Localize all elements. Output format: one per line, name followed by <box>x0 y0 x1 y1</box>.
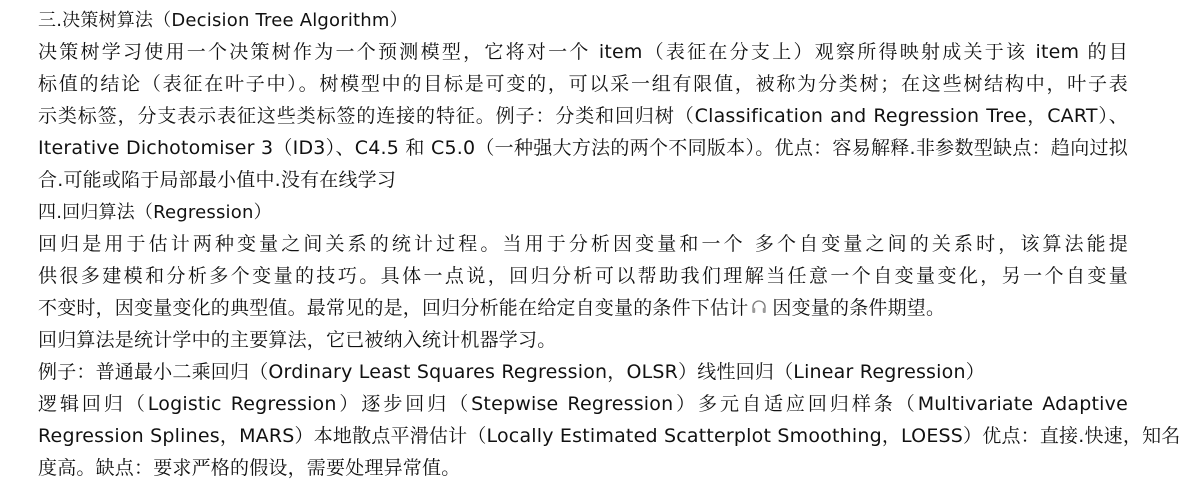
section-heading-decision-tree: 三.决策树算法（Decision Tree Algorithm） <box>38 10 408 31</box>
paragraph-line: Regression Splines，MARS）本地散点平滑估计（Locally Estimated Scatterplot Smoothing，LOESS）优点：直接.快速，知名 <box>38 425 1181 447</box>
paragraph-line-with-icon <box>38 292 1138 324</box>
paragraph-line: 合.可能或陷于局部最小值中.没有在线学习 <box>38 169 397 191</box>
paragraph-line: 标值的结论（表征在叶子中）。树模型中的目标是可变的，可以采一组有限值，被称为分类树；在这些树结构中，叶子表 <box>38 73 1128 95</box>
paragraph-line: 供很多建模和分析多个变量的技巧。具体一点说，回归分析可以帮助我们理解当任意一个自变量变化，另一个自变量 <box>38 265 1128 287</box>
paragraph-line: 示类标签，分支表示表征这些类标签的连接的特征。例子：分类和回归树（Classification and Regression Tree，CART）、 <box>38 105 1128 127</box>
paragraph-line: Iterative Dichotomiser 3（ID3）、C4.5 和 C5.0（一种强大方法的两个不同版本）。优点：容易解释.非参数型缺点：趋向过拟 <box>38 137 1128 159</box>
paragraph-line: 回归算法是统计学中的主要算法，它已被纳入统计机器学习。 <box>38 329 557 351</box>
section-heading-regression: 四.回归算法（Regression） <box>38 202 272 223</box>
document-page <box>38 6 1181 484</box>
paragraph-line: 度高。缺点：要求严格的假设，需要处理异常值。 <box>38 457 461 479</box>
paragraph-line: 逻辑回归（Logistic Regression）逐步回归（Stepwise Regression）多元自适应回归样条（Multivariate Adaptive <box>38 393 1128 415</box>
headphones-icon <box>750 298 768 316</box>
paragraph-line: 决策树学习使用一个决策树作为一个预测模型，它将对一个 item（表征在分支上）观察所得映射成关于该 item 的目 <box>38 41 1128 63</box>
paragraph-text: 不变时，因变量变化的典型值。最常见的是，回归分析能在给定自变量的条件下估计 <box>38 297 749 319</box>
paragraph-line: 回归是用于估计两种变量之间关系的统计过程。当用于分析因变量和一个 多个自变量之间的关系时，该算法能提 <box>38 233 1128 255</box>
paragraph-line: 例子：普通最小二乘回归（Ordinary Least Squares Regression，OLSR）线性回归（Linear Regression） <box>38 361 985 383</box>
paragraph-text: 因变量的条件期望。 <box>772 297 946 319</box>
